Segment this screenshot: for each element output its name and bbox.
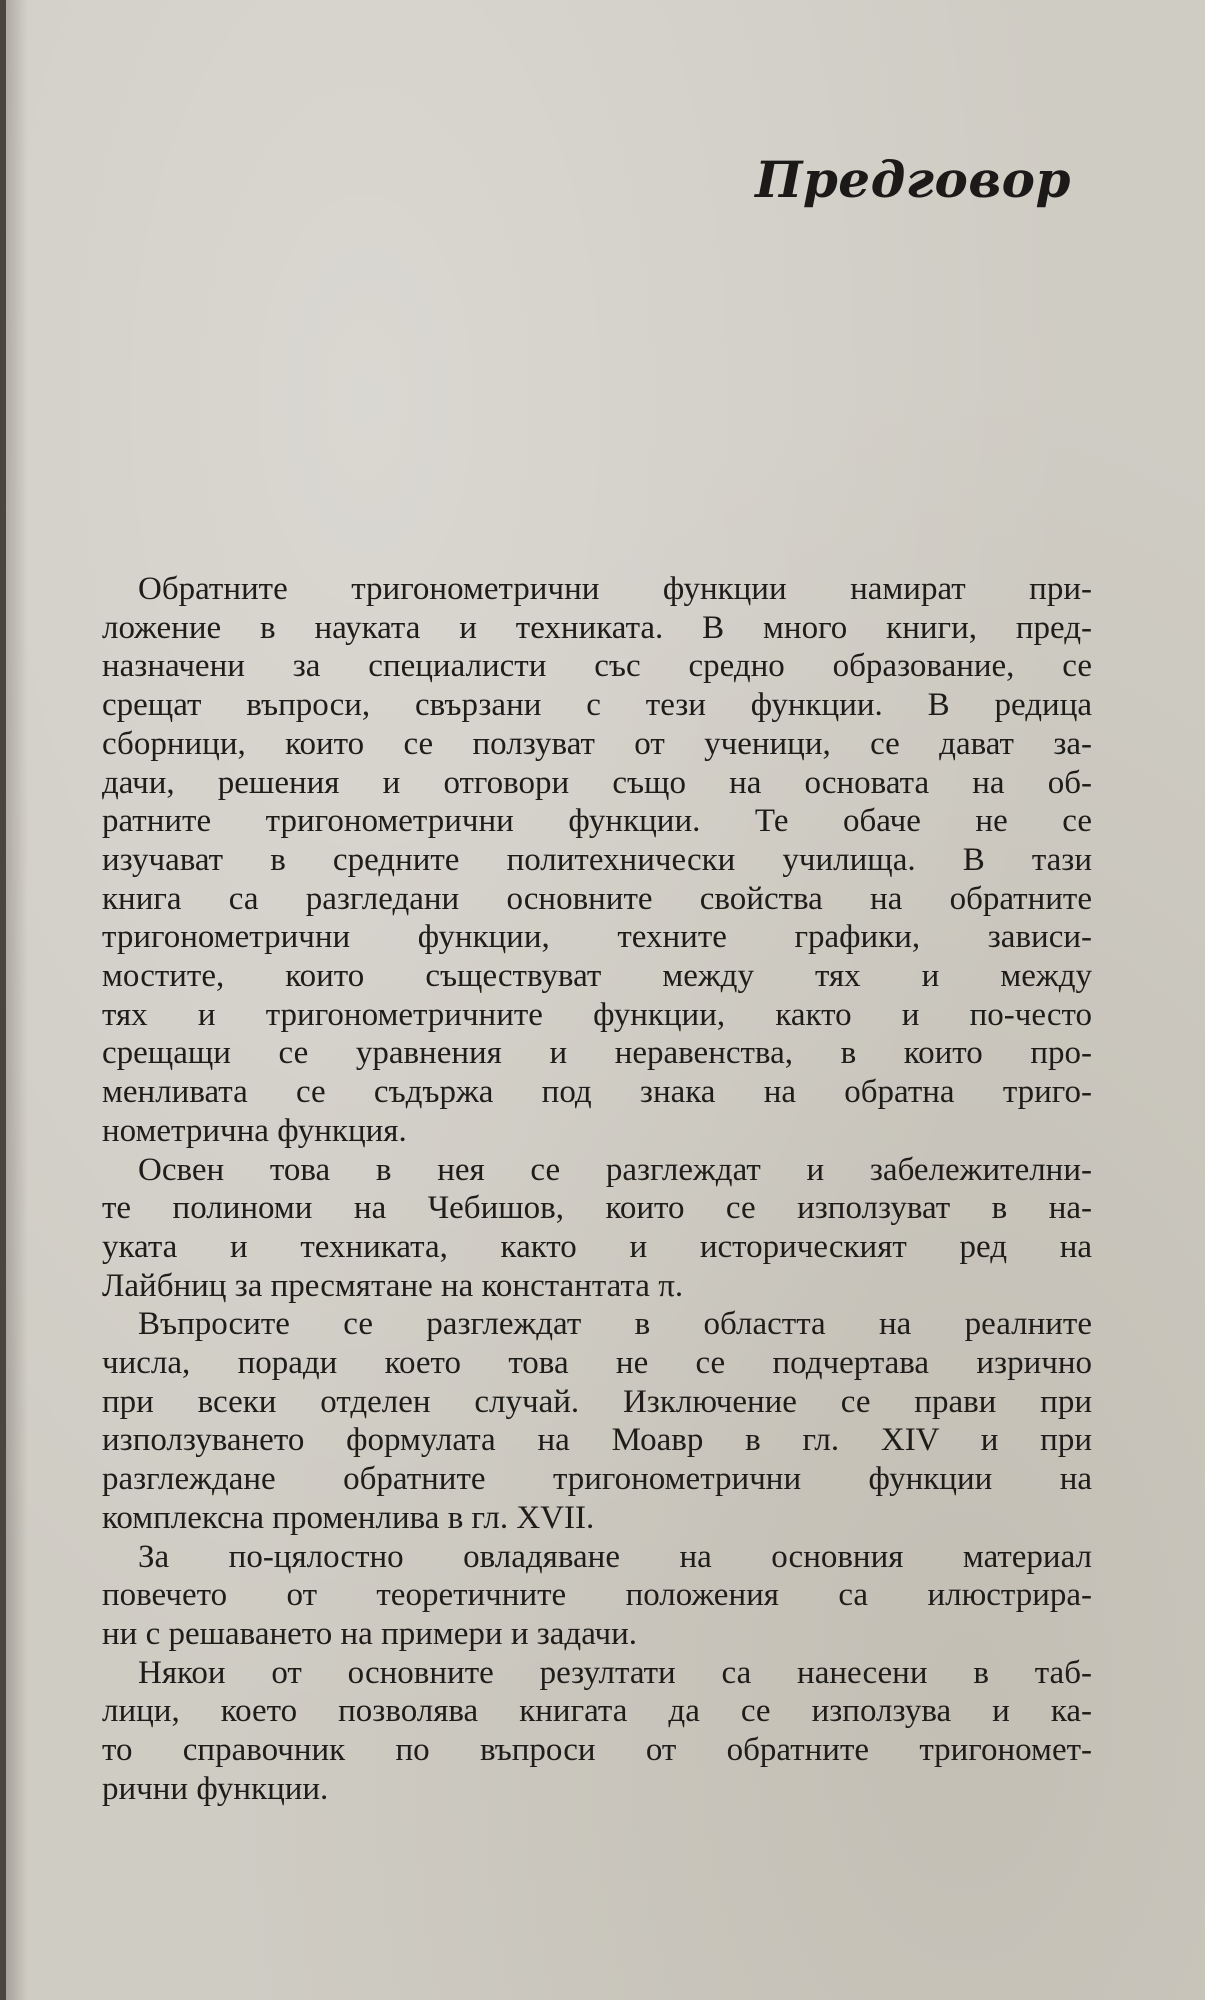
text-line: Някои от основните резултати са нанесени в таб- [138, 1654, 1092, 1691]
text-line: срещащи се уравнения и неравенства, в които про- [102, 1035, 1092, 1072]
text-line: ложение в науката и техниката. В много книги, пред- [102, 609, 1092, 646]
text-line: при всеки отделен случай. Изключение се прави при [102, 1383, 1092, 1420]
text-line: уката и техниката, както и историческият ред на [102, 1228, 1092, 1265]
text-line: срещат въпроси, свързани с тези функции. В редица [102, 687, 1092, 724]
paragraph-5 [66, 1654, 1092, 1809]
page-heading: Предговор [755, 150, 1071, 209]
text-line: тригонометрични функции, техните графики, зависи- [102, 919, 1092, 956]
preface-body [66, 570, 1092, 1809]
text-line: ратните тригонометрични функции. Те обаче не се [102, 803, 1092, 840]
text-line: повечето от теоретичните положения са илюстрира- [102, 1577, 1092, 1614]
text-line: назначени за специалисти със средно образование, се [102, 648, 1092, 685]
text-line: Освен това в нея се разглеждат и забележителни- [138, 1151, 1092, 1188]
text-line: За по-цялостно овладяване на основния материал [138, 1538, 1092, 1575]
text-line: лици, което позволява книгата да се използува и ка- [102, 1693, 1092, 1730]
text-line: тях и тригонометричните функции, както и по-често [102, 996, 1092, 1033]
text-line: Обратните тригонометрични функции намират при- [138, 571, 1092, 607]
text-line: разглеждане обратните тригонометрични функции на [102, 1461, 1092, 1498]
text-line: използуването формулата на Моавр в гл. XIV и при [102, 1422, 1092, 1459]
paragraph-1 [66, 570, 1092, 1151]
text-line: книга са разгледани основните свойства на обратните [102, 880, 1092, 917]
text-line: ни с решаването на примери и задачи. [102, 1615, 638, 1652]
paragraph-3 [66, 1305, 1092, 1537]
text-line: комплексна променлива в гл. XVII. [102, 1499, 595, 1536]
text-line: сборници, които се ползуват от ученици, се дават за- [102, 725, 1092, 762]
text-line: Лайбниц за пресмятане на константата π. [102, 1267, 684, 1304]
text-line: дачи, решения и отговори също на основата на об- [102, 764, 1092, 801]
paragraph-4 [66, 1538, 1092, 1654]
book-page [6, 0, 1205, 2000]
text-line: числа, поради което това не се подчертава изрично [102, 1345, 1092, 1382]
text-line: изучават в средните политехнически училища. В тази [102, 841, 1092, 878]
text-line: те полиноми на Чебишов, които се използуват в на- [102, 1190, 1092, 1227]
text-line: то справочник по въпроси от обратните тригономет- [102, 1732, 1092, 1769]
text-line: рични функции. [102, 1770, 329, 1807]
text-line: Въпросите се разглеждат в областта на реалните [138, 1306, 1092, 1343]
text-line: менливата се съдържа под знака на обратна триго- [102, 1074, 1092, 1111]
text-line: мостите, които съществуват между тях и между [102, 958, 1092, 995]
paragraph-2 [66, 1151, 1092, 1306]
text-line: нометрична функция. [102, 1112, 407, 1149]
